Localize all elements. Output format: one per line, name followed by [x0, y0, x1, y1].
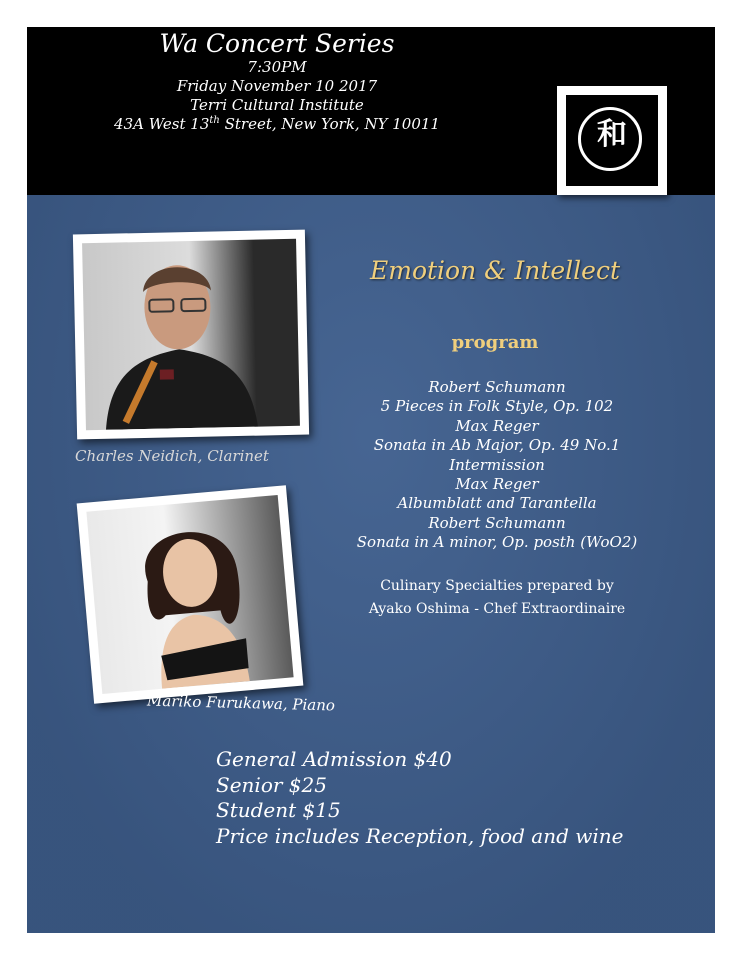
- pianist-portrait-icon: [86, 495, 293, 694]
- address-prefix: 43A West 13: [114, 115, 210, 133]
- program-item: Max Reger: [455, 474, 539, 493]
- performer-photo-piano: [77, 485, 304, 704]
- price-includes-note: Price includes Reception, food and wine: [216, 823, 624, 848]
- price-student: Student $15: [216, 798, 341, 822]
- wa-logo: [557, 86, 667, 195]
- program-item: Albumblatt and Tarantella: [397, 494, 597, 513]
- series-title: Wa Concert Series: [159, 29, 395, 58]
- event-date: Friday November 10 2017: [176, 77, 378, 95]
- wa-enso-icon: [566, 95, 658, 186]
- program-item: Max Reger: [455, 416, 539, 435]
- program-item: 5 Pieces in Folk Style, Op. 102: [380, 397, 614, 416]
- event-time: 7:30PM: [247, 58, 307, 76]
- address-suffix: th: [209, 115, 220, 126]
- clarinetist-portrait-icon: [82, 239, 300, 430]
- culinary-note: [327, 575, 667, 621]
- culinary-line: Culinary Specialties prepared by: [380, 578, 614, 594]
- performer-caption-piano: Mariko Furukawa, Piano: [146, 691, 336, 715]
- performer-caption-clarinet: Charles Neidich, Clarinet: [75, 447, 269, 465]
- price-general-admission: General Admission $40: [216, 747, 452, 771]
- program-item: Sonata in A minor, Op. posth (WoO2): [356, 533, 638, 552]
- performer-photo-clarinet: [73, 230, 309, 440]
- venue-address: [27, 115, 527, 133]
- concert-poster: [27, 27, 715, 933]
- culinary-line: Ayako Oshima - Chef Extraordinaire: [368, 601, 626, 617]
- price-senior: Senior $25: [216, 772, 327, 797]
- event-title: Emotion & Intellect: [370, 256, 620, 285]
- wa-character: 和: [597, 117, 627, 152]
- price-list: [216, 747, 623, 849]
- program-heading: program: [451, 332, 539, 353]
- address-rest: Street, New York, NY 10011: [219, 115, 440, 133]
- program-item: Intermission: [449, 455, 545, 474]
- program-list: [327, 378, 667, 553]
- program-item: Sonata in Ab Major, Op. 49 No.1: [373, 436, 621, 455]
- program-item: Robert Schumann: [428, 378, 566, 396]
- program-item: Robert Schumann: [428, 513, 566, 532]
- venue-name: Terri Cultural Institute: [190, 96, 364, 114]
